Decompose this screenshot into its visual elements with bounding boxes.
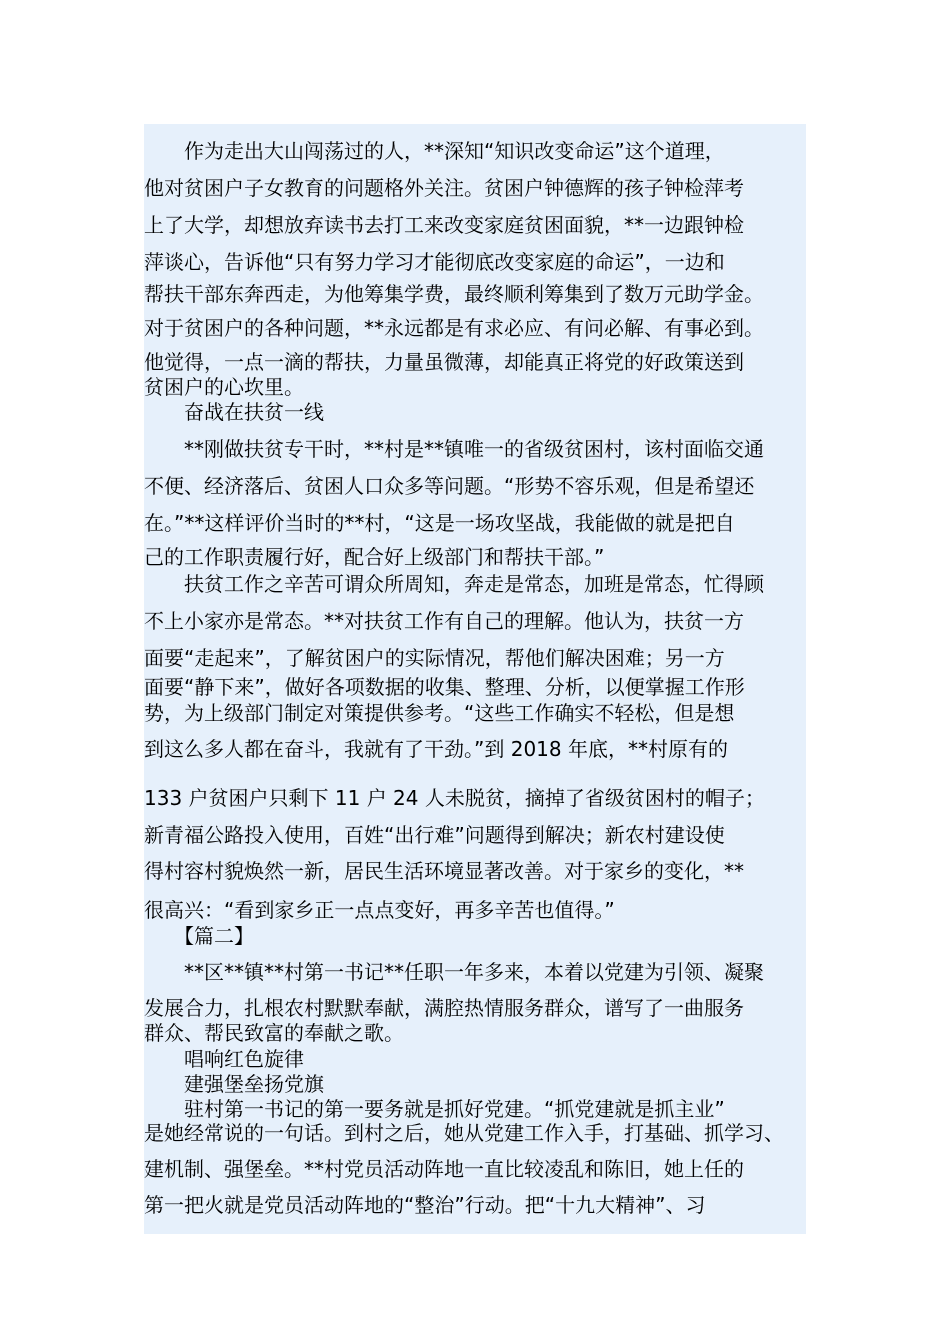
text-line: 不便、经济落后、贫困人口众多等问题。“形势不容乐观，但是希望还 <box>144 474 755 498</box>
section-heading: 唱响红色旋律 <box>184 1047 304 1071</box>
section-heading: 建强堡垒扬党旗 <box>184 1072 324 1096</box>
text-line: 是她经常说的一句话。到村之后，她从党建工作入手，打基础、抓学习、 <box>144 1121 784 1145</box>
section-heading: 奋战在扶贫一线 <box>184 400 324 424</box>
text-line: 作为走出大山闯荡过的人，**深知“知识改变命运”这个道理， <box>184 139 725 163</box>
text-line: 建机制、强堡垒。**村党员活动阵地一直比较凌乱和陈旧，她上任的 <box>144 1157 744 1181</box>
text-line: 帮扶干部东奔西走，为他筹集学费，最终顺利筹集到了数万元助学金。 <box>144 282 764 306</box>
text-line: 己的工作职责履行好，配合好上级部门和帮扶干部。” <box>144 545 605 569</box>
text-line: 第一把火就是党员活动阵地的“整治”行动。把“十九大精神”、习 <box>144 1193 706 1217</box>
text-line: **刚做扶贫专干时，**村是**镇唯一的省级贫困村，该村面临交通 <box>184 437 764 461</box>
text-line: 在。”**这样评价当时的**村，“这是一场攻坚战，我能做的就是把自 <box>144 511 735 535</box>
text-line: 面要“走起来”，了解贫困户的实际情况，帮他们解决困难；另一方 <box>144 646 725 670</box>
text-line: 他觉得，一点一滴的帮扶，力量虽微薄，却能真正将党的好政策送到 <box>144 350 744 374</box>
text-line: **区**镇**村第一书记**任职一年多来，本着以党建为引领、凝聚 <box>184 960 764 984</box>
text-line: 势，为上级部门制定对策提供参考。“这些工作确实不轻松，但是想 <box>144 701 735 725</box>
text-line: 对于贫困户的各种问题，**永远都是有求必应、有问必解、有事必到。 <box>144 316 764 340</box>
section-heading: 【篇二】 <box>174 924 254 948</box>
text-line: 驻村第一书记的第一要务就是抓好党建。“抓党建就是抓主业” <box>184 1097 725 1121</box>
text-line: 扶贫工作之辛苦可谓众所周知，奔走是常态，加班是常态，忙得顾 <box>184 572 764 596</box>
text-line: 新青福公路投入使用，百姓“出行难”问题得到解决；新农村建设使 <box>144 823 725 847</box>
text-line: 他对贫困户子女教育的问题格外关注。贫困户钟德辉的孩子钟检萍考 <box>144 176 744 200</box>
text-line: 很高兴：“看到家乡正一点点变好，再多辛苦也值得。” <box>144 898 615 922</box>
highlighted-text-block <box>144 124 806 1234</box>
text-line: 萍谈心，告诉他“只有努力学习才能彻底改变家庭的命运”，一边和 <box>144 250 725 274</box>
text-line: 不上小家亦是常态。**对扶贫工作有自己的理解。他认为，扶贫一方 <box>144 609 744 633</box>
text-line: 面要“静下来”，做好各项数据的收集、整理、分析，以便掌握工作形 <box>144 675 745 699</box>
text-line: 发展合力，扎根农村默默奉献，满腔热情服务群众，谱写了一曲服务 <box>144 996 744 1020</box>
text-line: 上了大学，却想放弃读书去打工来改变家庭贫困面貌，**一边跟钟检 <box>144 213 744 237</box>
text-line: 到这么多人都在奋斗，我就有了干劲。”到 2018 年底，**村原有的 <box>144 737 728 761</box>
text-line: 133 户贫困户只剩下 11 户 24 人未脱贫，摘掉了省级贫困村的帽子； <box>144 786 765 810</box>
text-line: 贫困户的心坎里。 <box>144 375 304 399</box>
text-line: 得村容村貌焕然一新，居民生活环境显著改善。对于家乡的变化，** <box>144 859 744 883</box>
text-line: 群众、帮民致富的奉献之歌。 <box>144 1021 404 1045</box>
